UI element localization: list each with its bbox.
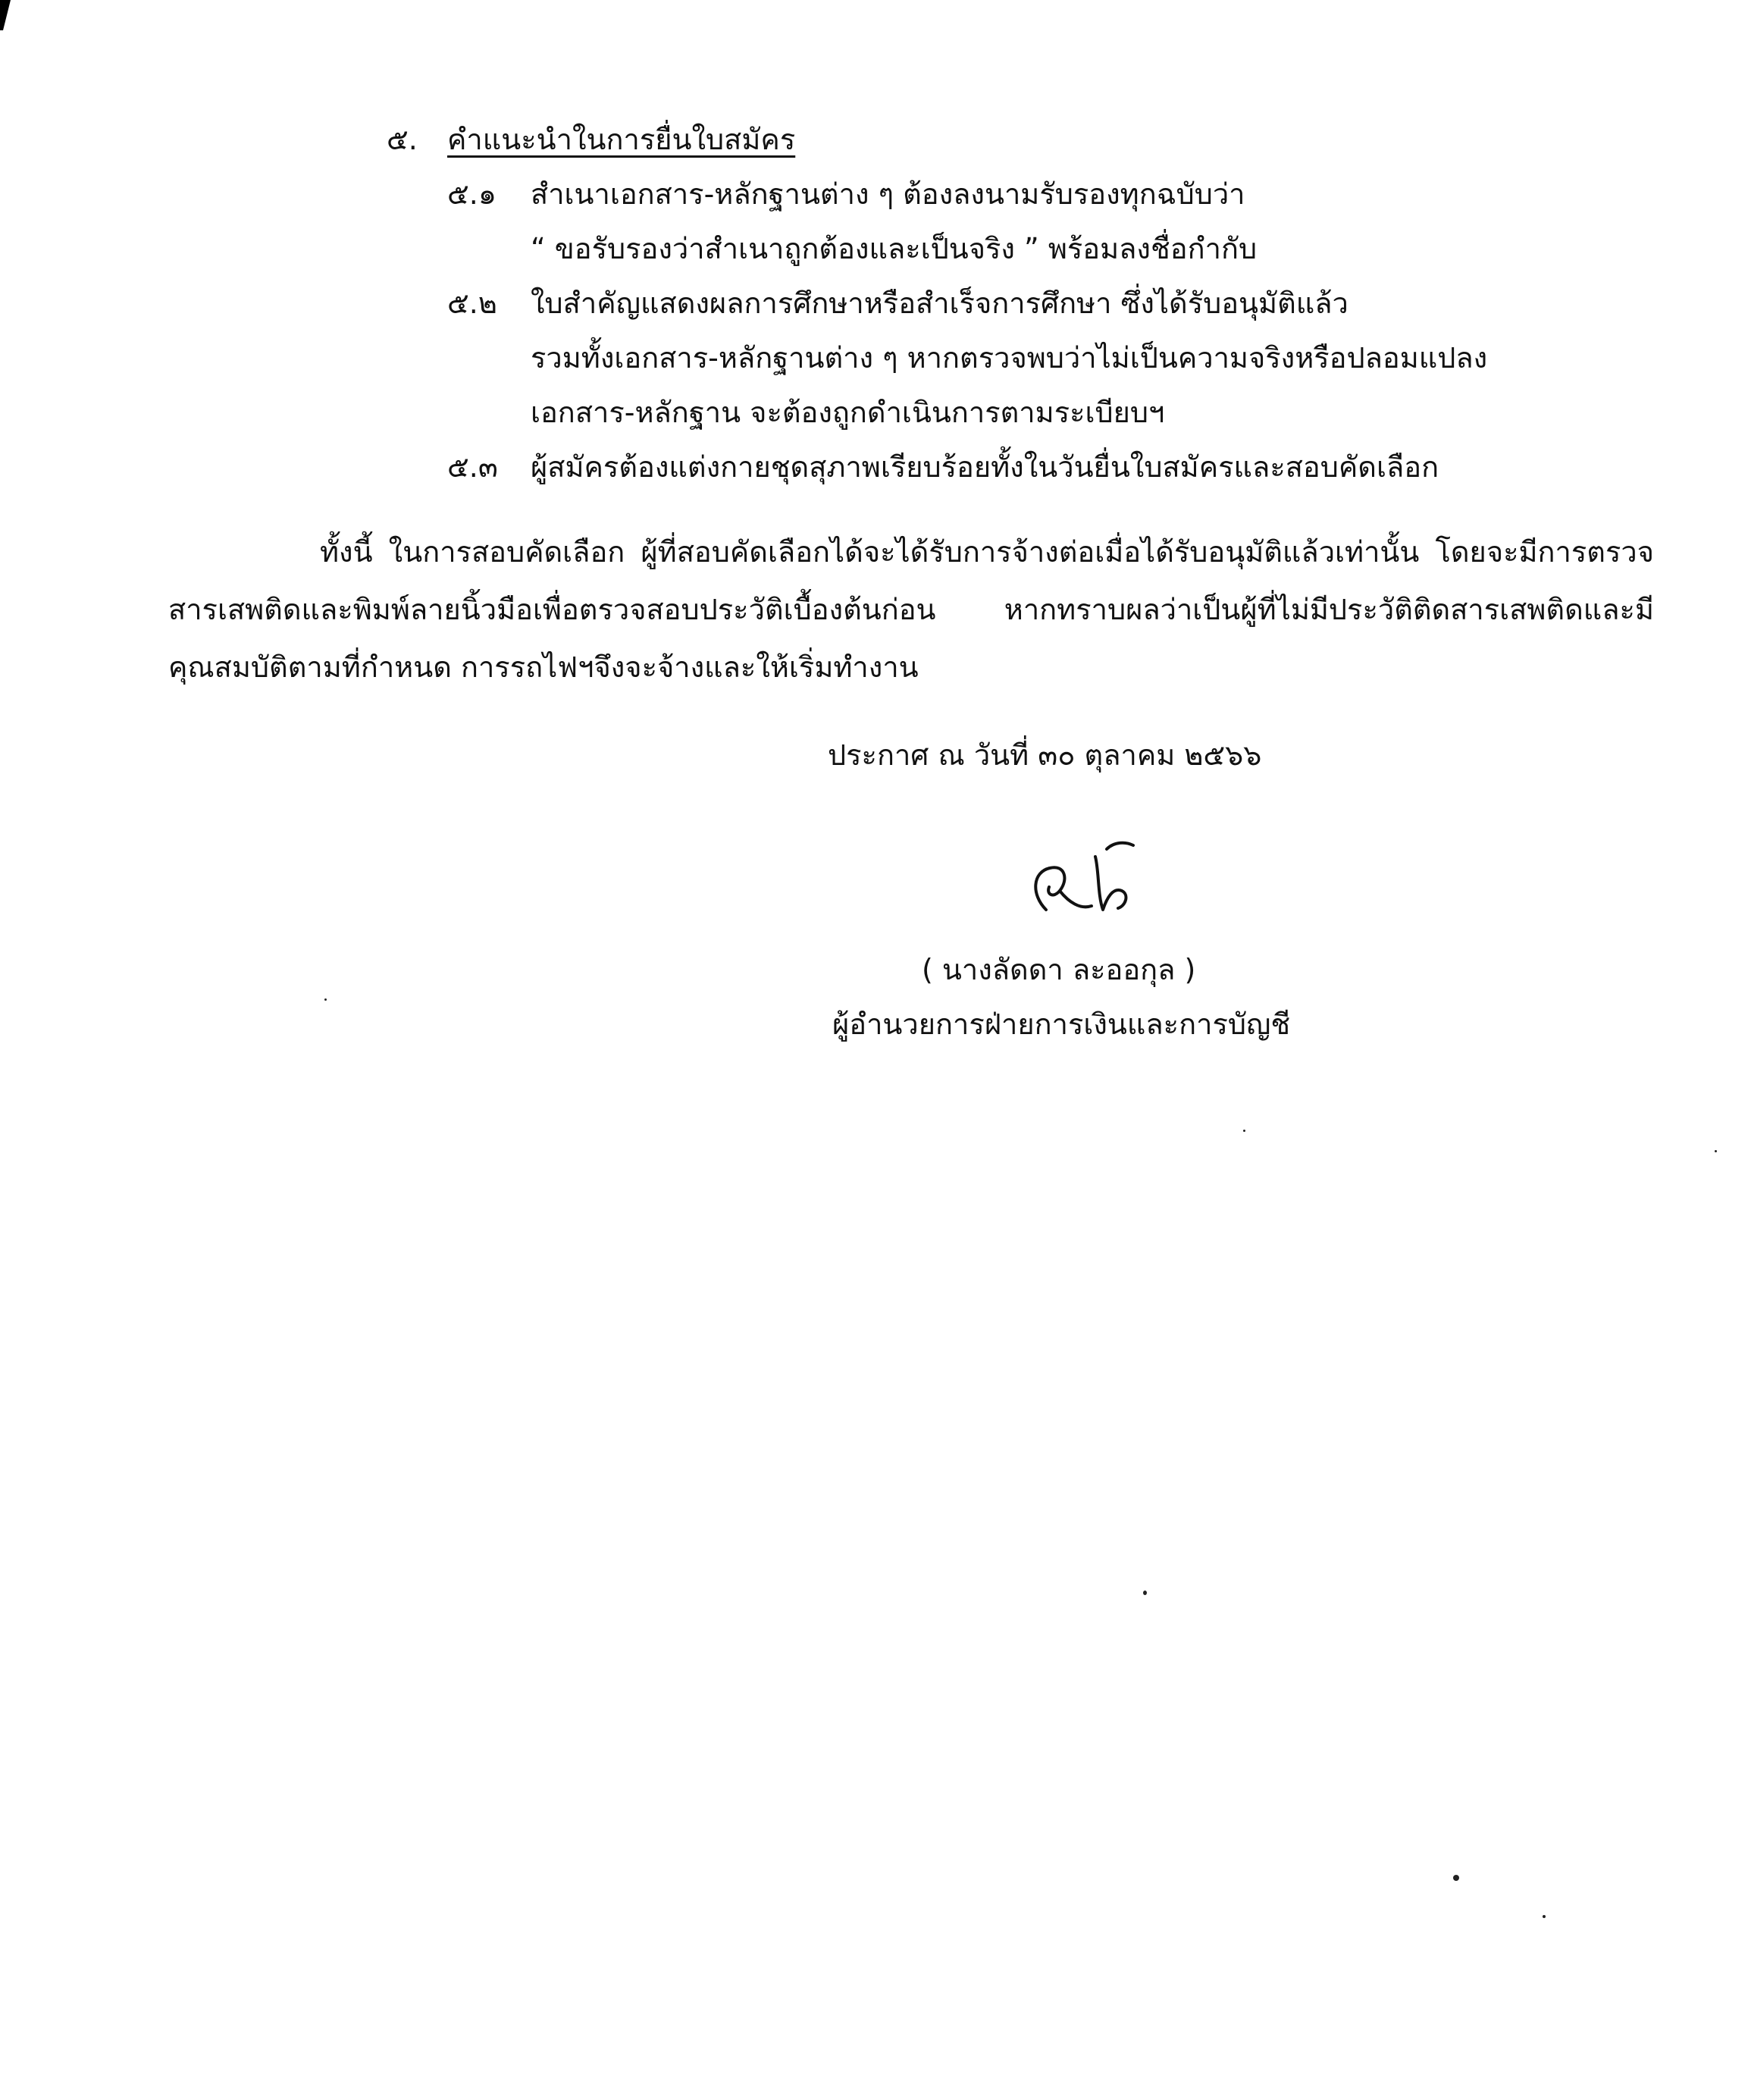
signer-position: ผู้อำนวยการฝ่ายการเงินและการบัญชี	[832, 1008, 1291, 1041]
scan-speck	[1243, 1130, 1245, 1132]
item-text-line: “ ขอรับรองว่าสำเนาถูกต้องและเป็นจริง ” พร้อมลงชื่อกำกับ	[531, 232, 1258, 265]
handwritten-signature	[1023, 826, 1175, 932]
scan-speck	[1143, 1591, 1147, 1595]
item-text-line: ผู้สมัครต้องแต่งกายชุดสุภาพเรียบร้อยทั้งในวันยื่นใบสมัครและสอบคัดเลือก	[531, 450, 1439, 484]
item-number: ๕.๓	[447, 450, 498, 484]
item-text-line: ใบสำคัญแสดงผลการศึกษาหรือสำเร็จการศึกษา ซึ่งได้รับอนุมัติแล้ว	[531, 287, 1348, 320]
announcement-date: ประกาศ ณ วันที่ ๓๐ ตุลาคม ๒๕๖๖	[828, 738, 1262, 772]
item-text-line: เอกสาร-หลักฐาน จะต้องถูกดำเนินการตามระเบียบฯ	[531, 396, 1165, 429]
scan-speck	[1715, 1150, 1717, 1152]
scan-corner-mark	[0, 0, 11, 30]
item-number: ๕.๒	[447, 287, 497, 320]
signer-name: ( นางลัดดา ละออกุล )	[922, 953, 1196, 986]
scan-speck	[1453, 1875, 1459, 1881]
closing-paragraph: ทั้งนี้ ในการสอบคัดเลือก ผู้ที่สอบคัดเลือกได้จะได้รับการจ้างต่อเมื่อได้รับอนุมัติแล้วเท่านั้น โดยจะมีการตรวจสารเสพติดและพิมพ์ลายนิ้วมือเพื่อตรวจสอบประวัติเบื้องต้นก่อน หากทราบผลว่าเป็นผู้ที่ไม่มีประวัติติดสารเสพติดและมีคุณสมบัติตามที่กำหนด การรถไฟฯจึงจะจ้างและให้เริ่มทำงาน	[168, 535, 1654, 684]
scan-speck	[1543, 1915, 1546, 1918]
section-number: ๕.	[387, 123, 418, 156]
item-number: ๕.๑	[447, 177, 496, 211]
item-text-line: รวมทั้งเอกสาร-หลักฐานต่าง ๆ หากตรวจพบว่าไม่เป็นความจริงหรือปลอมแปลง	[531, 341, 1488, 375]
item-text-line: สำเนาเอกสาร-หลักฐานต่าง ๆ ต้องลงนามรับรองทุกฉบับว่า	[531, 177, 1245, 211]
scan-speck	[324, 998, 327, 1001]
section-title: คำแนะนำในการยื่นใบสมัคร	[447, 123, 796, 156]
